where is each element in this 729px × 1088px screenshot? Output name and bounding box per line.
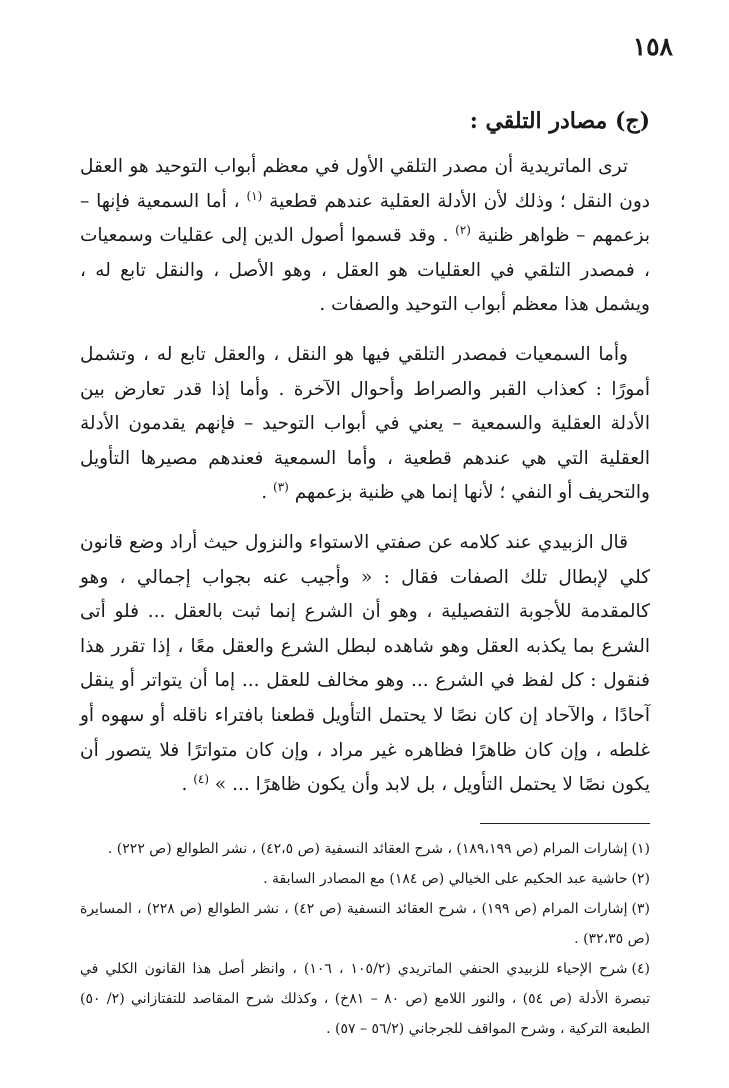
footnote-text: إشارات المرام (ص ١٩٩) ، شرح العقائد النسفية (ص ٤٢) ، نشر الطوالع (ص ٢٢٨) ، المسايرة (ص ٣٢،٣٥) .: [80, 901, 650, 947]
paragraph-text: .: [181, 774, 194, 796]
footnote: [80, 834, 650, 864]
paragraph-text: . وقد قسموا أصول الدين إلى عقليات وسمعيات ، فمصدر التلقي في العقليات هو العقل ، وهو الأصل ، والنقل تابع له ، ويشمل هذا معظم أبواب التوحيد والصفات .: [80, 225, 650, 316]
paragraph-text: .: [261, 482, 273, 504]
paragraph: [80, 150, 650, 323]
paragraph-text: ترى الماتريدية أن مصدر التلقي الأول في معظم أبواب التوحيد هو العقل دون النقل ؛ وذلك لأن الأدلة العقلية عندهم قطعية: [80, 156, 651, 212]
footnote-number: (١): [631, 841, 650, 857]
footnote-number: (٢): [631, 871, 650, 887]
footnote: [80, 864, 650, 894]
footnote-text: حاشية عبد الحكيم على الخيالي (ص ١٨٤) مع المصادر السابقة .: [263, 871, 628, 887]
footnote-reference[interactable]: (٤): [193, 771, 210, 786]
footnote-number: (٣): [631, 901, 650, 917]
footnote-reference[interactable]: (٢): [455, 223, 471, 238]
footnotes: [80, 834, 650, 1044]
page-number: ١٥٨: [632, 32, 673, 61]
footnote: [80, 954, 650, 1044]
footnote-reference[interactable]: (١): [246, 188, 263, 203]
paragraph-text: ، أما السمعية فإنها – بزعمهم – ظواهر ظنية: [80, 190, 650, 247]
main-text: [80, 150, 650, 803]
footnote-number: (٤): [631, 961, 651, 977]
paragraph: [80, 338, 650, 511]
paragraph: [80, 526, 650, 803]
paragraph-text: وأما السمعيات فمصدر التلقي فيها هو النقل ، والعقل تابع له ، وتشمل أمورًا : كعذاب القبر والصراط وأحوال الآخرة . وأما إذا قدر تعارض بين الأدلة العقلية والسمعية – يعني في أبواب التوحيد – فإنهم يقدمون الأدلة العقلية التي هي عندهم قطعية ، وأما السمعية فعندهم مصيرها التأويل والتحريف أو النفي ؛ لأنها إنما هي ظنية بزعمهم: [80, 343, 650, 504]
footnote-reference[interactable]: (٣): [273, 480, 289, 495]
paragraph-text: قال الزبيدي عند كلامه عن صفتي الاستواء والنزول حيث أراد وضع قانون كلي لإبطال تلك الصفات فقال : « وأجيب عنه بجواب إجمالي ، وهو كالمقدمة للأجوبة التفصيلية ، وهو أن الشرع إنما ثبت بالعقل ... فلو أتى الشرع بما يكذبه العقل وهو شاهده لبطل الشرع والعقل معًا ، إذا تقرر هذا فنقول : كل لفظ في الشرع ... وهو مخالف للعقل ... إما أن يتواتر أو ينقل آحادًا ، والآحاد إن كان نصًا لا يحتمل التأويل قطعنا بافتراء ناقله أو سهوه أو غلطه ، وإن كان ظاهرًا فظاهره غير مراد ، وإن كان متواترًا فلا يتصور أن يكون نصًا لا يحتمل التأويل ، بل لابد وأن يكون ظاهرًا ... »: [80, 531, 650, 796]
footnote: [80, 894, 650, 954]
section-heading: (ج) مصادر التلقي :: [469, 108, 650, 134]
footnote-text: شرح الإحياء للزبيدي الحنفي الماتريدي (١٠٥/٢ ، ١٠٦) ، وانظر أصل هذا القانون الكلي في تبصرة الأدلة (ص ٥٤) ، والنور اللامع (ص ٨٠ – ٨١خ) ، وكذلك شرح المقاصد للتفتازاني (٢/ ٥٠) الطبعة التركية ، وشرح المواقف للجرجاني (٥٦/٢ – ٥٧) .: [80, 961, 651, 1037]
footnote-divider: [480, 823, 650, 824]
footnote-text: إشارات المرام (ص ١٨٩،١٩٩) ، شرح العقائد النسفية (ص ٤٢،٥) ، نشر الطوالع (ص ٢٢٢) .: [107, 841, 628, 857]
